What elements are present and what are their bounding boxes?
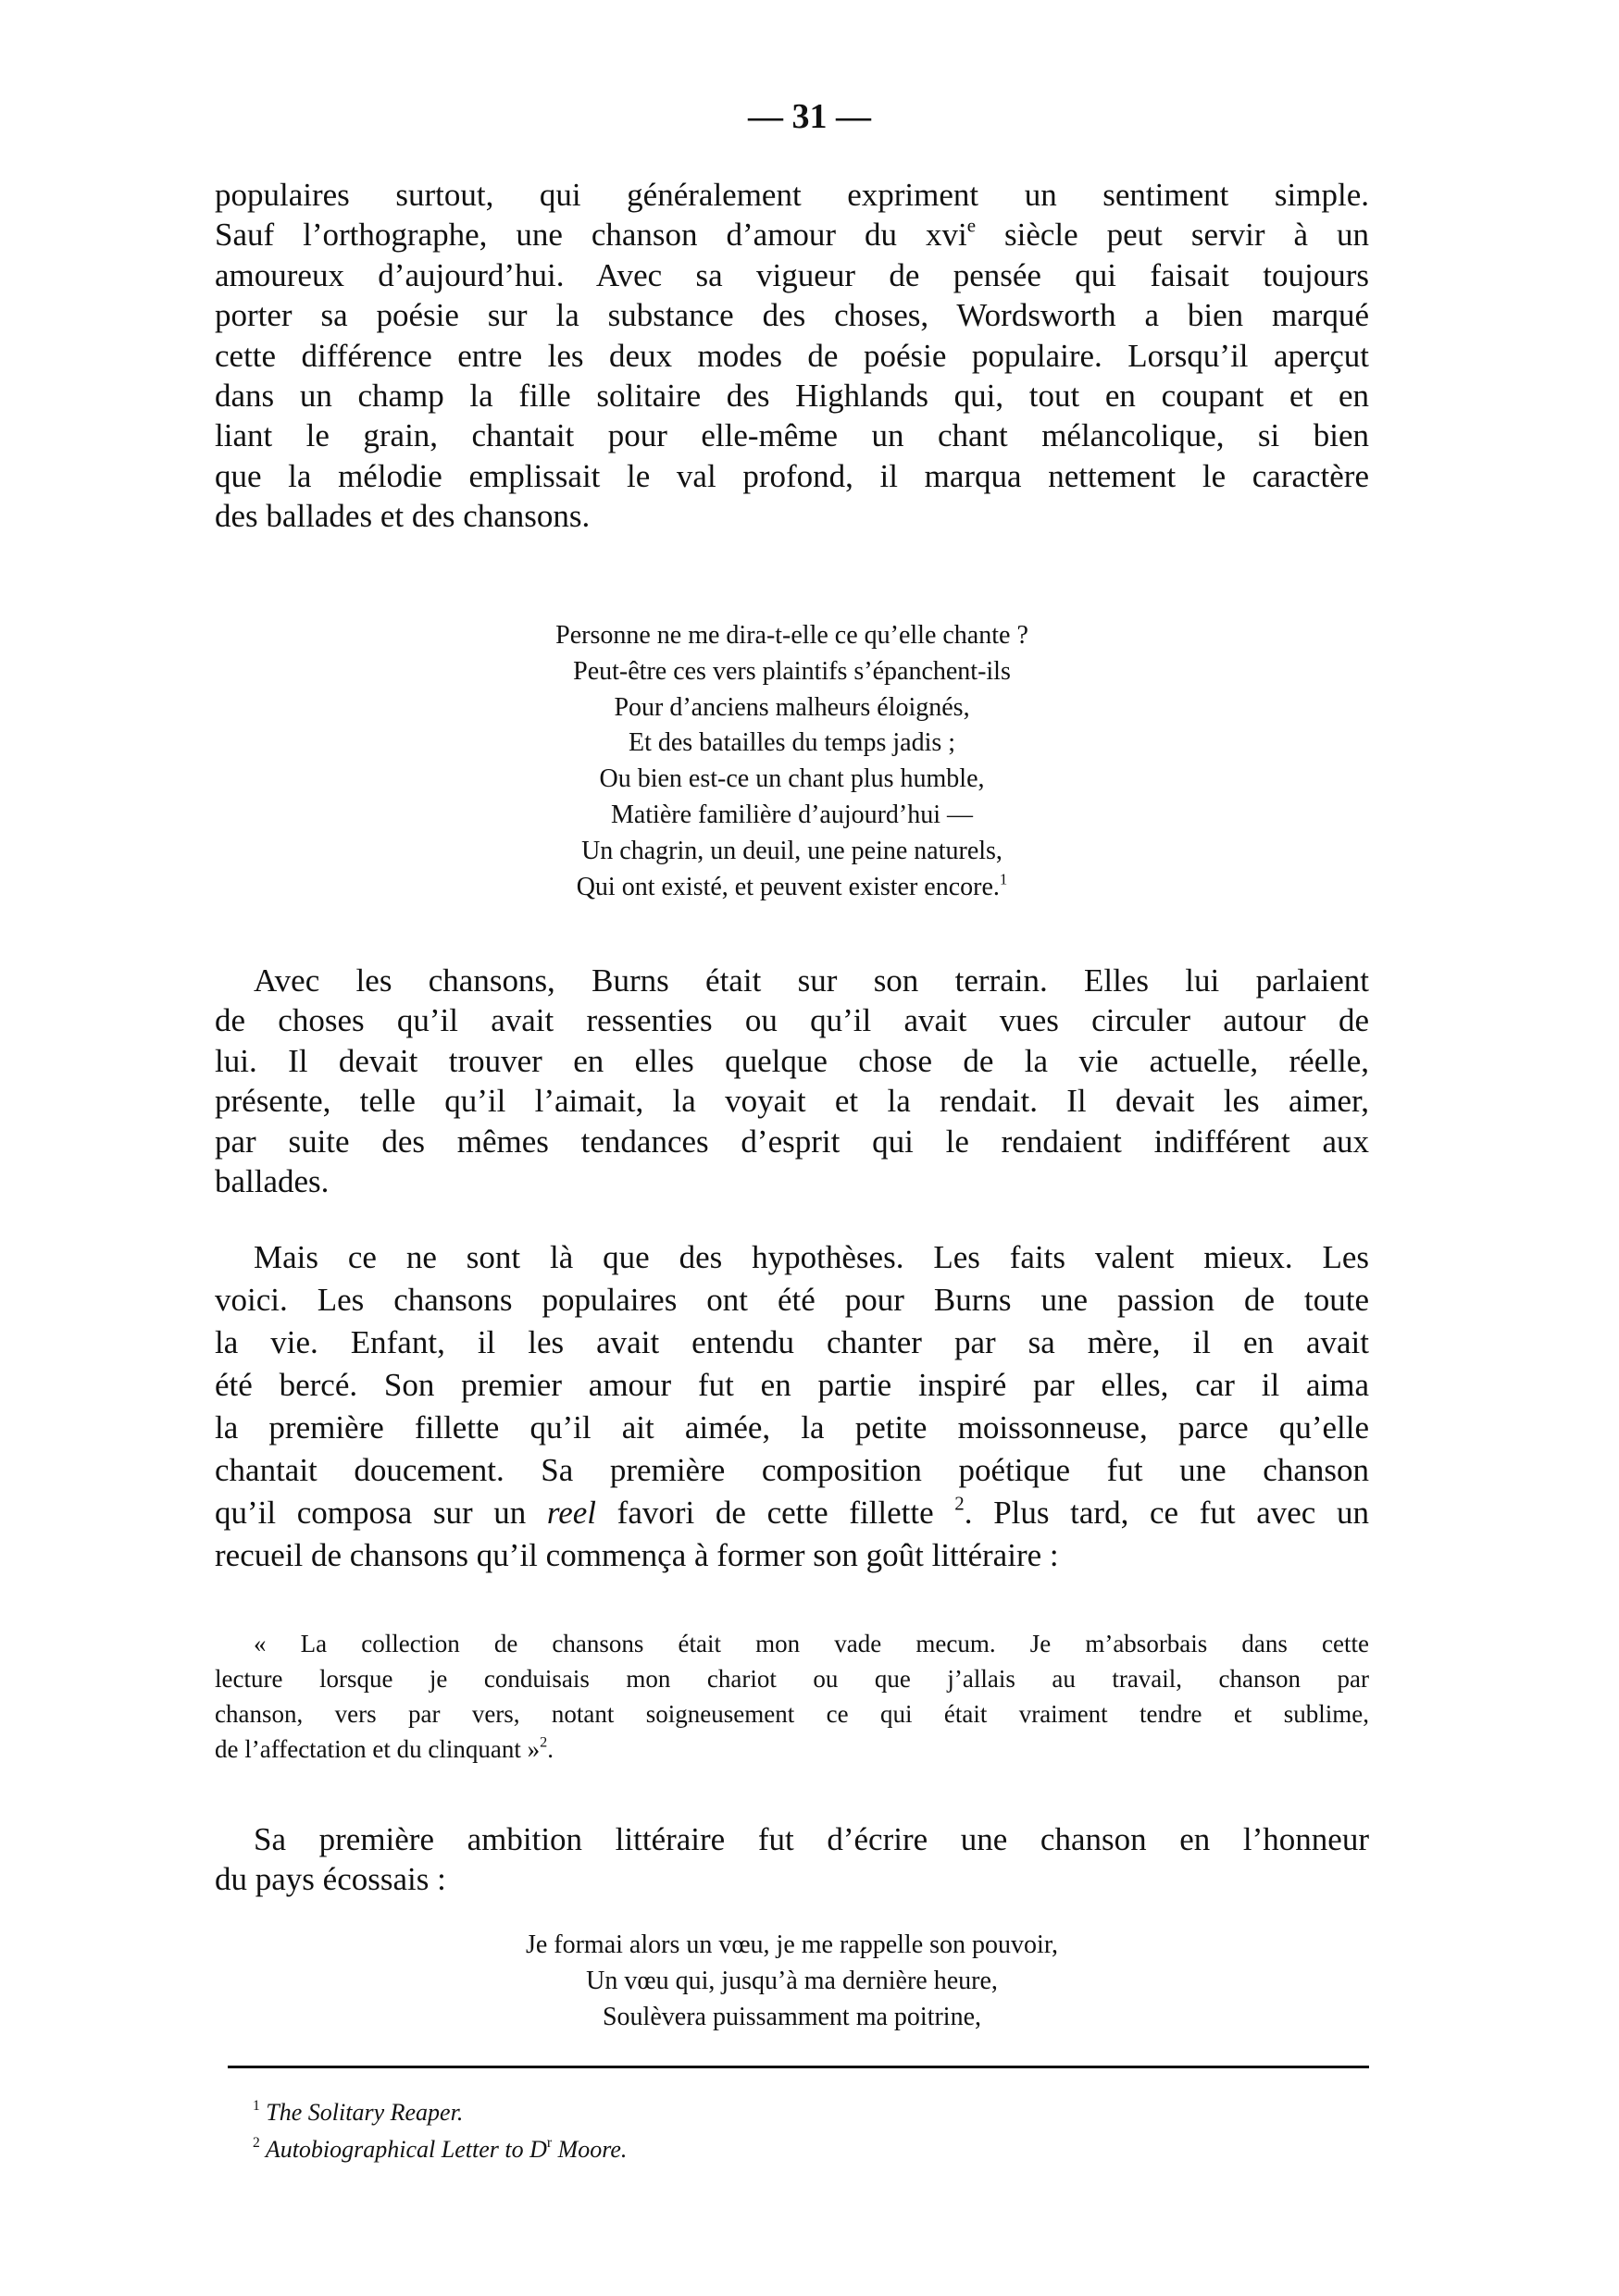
text-segment: la première fillette qu’il ait aimée, la petite moissonneuse, parce qu’elle — [215, 1409, 1369, 1446]
text-line — [215, 255, 1369, 295]
text-segment: voici. Les chansons populaires ont été pour Burns une passion de toute — [215, 1282, 1369, 1318]
text-segment: Personne ne me dira-t-elle ce qu’elle chante ? — [555, 621, 1028, 650]
text-line — [215, 1819, 1369, 1859]
verse-quotation-1 — [215, 618, 1369, 905]
footnote-divider — [228, 2066, 1369, 2068]
text-line — [215, 1122, 1369, 1161]
text-line — [215, 1364, 1369, 1407]
text-segment: liant le grain, chantait pour elle-même un chant mélancolique, si bien — [215, 417, 1369, 454]
paragraph-3 — [215, 1236, 1369, 1577]
text-line — [215, 1731, 1369, 1767]
text-line — [215, 798, 1369, 834]
text-segment: favori de cette fillette — [596, 1495, 955, 1531]
text-segment: porter sa poésie sur la substance des choses, Wordsworth a bien marqué — [215, 297, 1369, 334]
text-line — [215, 1859, 1369, 1899]
paragraph-4 — [215, 1819, 1369, 1900]
text-segment: recueil de chansons qu’il commença à former son goût littéraire : — [215, 1537, 1059, 1573]
superscript: 2 — [954, 1492, 965, 1515]
text-segment: Qui ont existé, et peuvent exister encore. — [576, 872, 1000, 901]
text-line — [215, 1928, 1369, 1964]
text-segment: chantait doucement. Sa première composition poétique fut une chanson — [215, 1452, 1369, 1488]
footnote-mark: 1 — [253, 2098, 260, 2115]
text-line — [215, 416, 1369, 455]
text-line — [215, 1161, 1369, 1201]
text-segment: chanson, vers par vers, notant soigneusement ce qui était vraiment tendre et sublime, — [215, 1700, 1369, 1728]
text-segment: lecture lorsque je conduisais mon chariot ou que j’allais au travail, chanson par — [215, 1665, 1369, 1693]
paragraph-2 — [215, 961, 1369, 1201]
block-quotation — [215, 1626, 1369, 1767]
text-line — [215, 1534, 1369, 1577]
text-line — [215, 1279, 1369, 1322]
text-segment: Avec les chansons, Burns était sur son terrain. Elles lui parlaient — [254, 962, 1369, 999]
text-segment: Sauf l’orthographe, une chanson d’amour du xvi — [215, 217, 967, 254]
text-line — [215, 336, 1369, 376]
text-line — [215, 1081, 1369, 1121]
text-segment: des ballades et des chansons. — [215, 498, 591, 535]
paragraph-1 — [215, 175, 1369, 537]
text-segment: de choses qu’il avait ressenties ou qu’il avait vues circuler autour de — [215, 1002, 1369, 1039]
text-line — [215, 295, 1369, 335]
text-line — [215, 496, 1369, 536]
text-segment: qu’il composa sur un — [215, 1495, 547, 1531]
text-line — [215, 456, 1369, 496]
text-segment: Ou bien est-ce un chant plus humble, — [599, 764, 985, 794]
text-line — [215, 1964, 1369, 2000]
text-segment: Je formai alors un vœu, je me rappelle son pouvoir, — [525, 1930, 1059, 1959]
footnote-superscript: r — [546, 2135, 553, 2152]
text-segment: Sa première ambition littéraire fut d’écrire une chanson en l’honneur — [254, 1821, 1369, 1857]
text-segment: Un chagrin, un deuil, une peine naturels, — [581, 836, 1003, 865]
text-line — [215, 690, 1369, 726]
text-segment: « La collection de chansons était mon vade mecum. Je m’absorbais dans cette — [254, 1630, 1369, 1657]
text-line — [215, 1696, 1369, 1731]
text-line — [215, 618, 1369, 654]
text-line — [215, 1236, 1369, 1279]
footnote-2 — [253, 2131, 627, 2168]
text-line — [215, 1661, 1369, 1696]
footnote-text: The Solitary Reaper. — [266, 2099, 464, 2126]
text-segment: amoureux d’aujourd’hui. Avec sa vigueur de pensée qui faisait toujours — [215, 256, 1369, 293]
text-segment: Peut-être ces vers plaintifs s’épanchent-ils — [573, 656, 1011, 686]
footnote-text: Autobiographical Letter to D — [265, 2136, 547, 2163]
text-segment: par suite des mêmes tendances d’esprit qui le rendaient indifférent aux — [215, 1123, 1369, 1160]
text-segment: . Plus tard, ce fut avec un — [964, 1495, 1369, 1531]
text-segment: ballades. — [215, 1162, 330, 1199]
footnote-text-end: Moore. — [552, 2136, 628, 2163]
verse-quotation-2 — [215, 1928, 1369, 2035]
text-segment: été bercé. Son premier amour fut en partie inspiré par elles, car il aima — [215, 1367, 1369, 1403]
text-line — [215, 870, 1369, 906]
page-number: — 31 — — [748, 97, 871, 136]
superscript: 2 — [540, 1733, 548, 1751]
text-line — [215, 834, 1369, 870]
text-line — [215, 2000, 1369, 2036]
text-segment: cette différence entre les deux modes de poésie populaire. Lorsqu’il aperçut — [215, 337, 1369, 374]
text-line — [215, 175, 1369, 215]
text-line — [215, 1449, 1369, 1492]
text-segment: lui. Il devait trouver en elles quelque chose de la vie actuelle, réelle, — [215, 1042, 1369, 1079]
text-line — [215, 1322, 1369, 1364]
text-line — [215, 376, 1369, 416]
text-line — [215, 1000, 1369, 1040]
text-segment: Pour d’anciens malheurs éloignés, — [614, 692, 970, 722]
text-segment: dans un champ la fille solitaire des Highlands qui, tout en coupant et en — [215, 377, 1369, 414]
text-segment: de l’affectation et du clinquant » — [215, 1735, 541, 1763]
italic-term: reel — [546, 1495, 597, 1531]
text-segment: Mais ce ne sont là que des hypothèses. Les faits valent mieux. Les — [254, 1239, 1369, 1275]
superscript: 1 — [999, 869, 1008, 887]
text-segment: présente, telle qu’il l’aimait, la voyait et la rendait. Il devait les aimer, — [215, 1083, 1369, 1120]
text-segment: du pays écossais : — [215, 1861, 446, 1898]
text-line — [215, 961, 1369, 1000]
text-segment: siècle peut servir à un — [976, 217, 1369, 254]
text-segment: Matière familière d’aujourd’hui — — [610, 800, 974, 829]
footnote-mark: 2 — [253, 2135, 260, 2152]
text-line — [215, 1492, 1369, 1534]
text-segment: . — [547, 1735, 554, 1763]
text-segment: que la mélodie emplissait le val profond, il marqua nettement le caractère — [215, 457, 1369, 494]
text-line — [215, 1407, 1369, 1449]
text-segment: Et des batailles du temps jadis ; — [628, 728, 956, 758]
text-segment: Un vœu qui, jusqu’à ma dernière heure, — [586, 1966, 998, 1995]
footnote-1 — [253, 2094, 463, 2131]
text-segment: Soulèvera puissamment ma poitrine, — [602, 2002, 982, 2031]
text-line — [215, 1626, 1369, 1661]
text-line — [215, 215, 1369, 254]
text-line — [215, 762, 1369, 798]
text-line — [215, 726, 1369, 762]
text-segment: populaires surtout, qui généralement expriment un sentiment simple. — [215, 177, 1369, 213]
superscript: e — [966, 214, 977, 237]
text-segment: la vie. Enfant, il les avait entendu chanter par sa mère, il en avait — [215, 1324, 1369, 1360]
text-line — [215, 654, 1369, 690]
text-line — [215, 1041, 1369, 1081]
